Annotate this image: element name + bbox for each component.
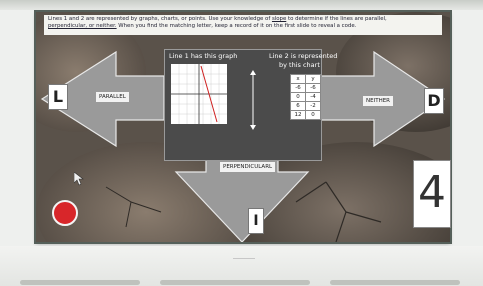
record-button[interactable] <box>52 200 78 226</box>
header-x: x <box>291 75 306 84</box>
letter-l-card: L <box>48 84 68 110</box>
cell-x: -6 <box>291 84 306 93</box>
table-header-row <box>291 75 321 84</box>
code-counter: 4 <box>413 160 451 228</box>
perpendicular-label[interactable]: PERPENDICULARL <box>220 162 275 172</box>
line1-caption: Line 1 has this graph <box>169 52 238 60</box>
line1-graph <box>171 64 227 124</box>
line2-caption-a: Line 2 is represented <box>269 52 338 60</box>
mouse-cursor-icon <box>74 172 84 186</box>
blurred-text <box>160 280 310 285</box>
blurred-text <box>20 280 140 285</box>
table-row <box>291 102 321 111</box>
slide-canvas <box>36 12 450 242</box>
divider-arrow-icon <box>249 70 257 130</box>
blurred-text <box>330 280 460 285</box>
cell-y: -2 <box>306 102 321 111</box>
instructions-line2: When you find the matching letter, keep a record of it on the first slide to reveal a code. <box>116 23 357 29</box>
perpendicular-keyword: perpendicular, or neither. <box>48 23 117 29</box>
cell-x: 6 <box>291 102 306 111</box>
line2-table <box>290 74 321 120</box>
instructions-line1-end: to determine if the lines are parallel, <box>286 16 387 22</box>
table-row <box>291 84 321 93</box>
neither-label[interactable]: NEITHER <box>363 96 393 106</box>
monitor-bezel <box>0 0 483 10</box>
letter-d-card: D <box>424 88 444 114</box>
cell-y: -6 <box>306 84 321 93</box>
letter-i-card: I <box>248 208 264 234</box>
cell-x: 12 <box>291 111 306 120</box>
cell-y: -4 <box>306 93 321 102</box>
instructions-line1: Lines 1 and 2 are represented by graphs, charts, or points. Use your knowledge of <box>48 16 272 22</box>
cell-y: 0 <box>306 111 321 120</box>
slope-keyword: slope <box>271 16 287 22</box>
parallel-label[interactable]: PARALLEL <box>96 92 129 102</box>
line1-graph-plot <box>171 64 227 124</box>
line2-caption-b: by this chart <box>279 61 320 69</box>
cell-x: 0 <box>291 93 306 102</box>
table-row <box>291 111 321 120</box>
divider <box>233 258 255 259</box>
table-row <box>291 93 321 102</box>
header-y: y <box>306 75 321 84</box>
